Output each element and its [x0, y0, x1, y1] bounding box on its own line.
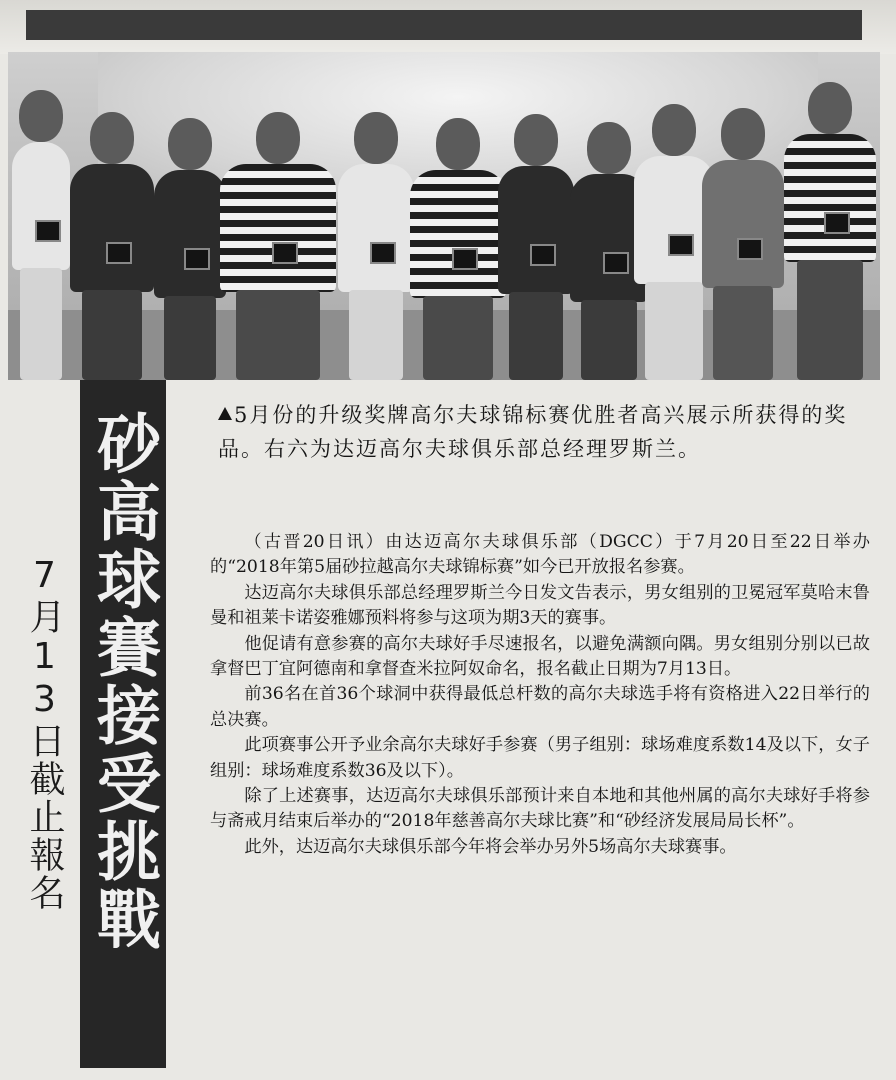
- trophy-icon: [737, 238, 763, 260]
- person-figure: [498, 114, 574, 380]
- article-paragraph: 他促请有意参赛的高尔夫球好手尽速报名，以避免满额向隅。男女组别分别以已故拿督巴丁宜阿德南和拿督查米拉阿奴命名，报名截止日期为7月13日。: [210, 633, 870, 680]
- person-figure: [338, 112, 414, 380]
- article-paragraph: 前36名在首36个球洞中获得最低总杆数的高尔夫球选手将有资格进入22日举行的总决赛。: [210, 684, 870, 730]
- trophy-icon: [530, 244, 556, 266]
- article-paragraph: 达迈高尔夫球俱乐部总经理罗斯兰今日发文告表示，男女组别的卫冕冠军莫哈末鲁曼和祖莱卡诺姿雅娜预料将参与这项为期3天的赛事。: [210, 582, 870, 629]
- person-figure: [12, 90, 70, 380]
- person-figure: [702, 108, 784, 380]
- trophy-icon: [668, 234, 694, 256]
- trophy-icon: [603, 252, 629, 274]
- person-figure: [784, 82, 876, 380]
- trophy-icon: [824, 212, 850, 234]
- headline-title: 砂高球賽接受挑戰: [86, 410, 160, 954]
- trophy-icon: [35, 220, 61, 242]
- trophy-icon: [184, 248, 210, 270]
- trophy-icon: [272, 242, 298, 264]
- trophy-icon: [370, 242, 396, 264]
- arrow-up-icon: [218, 407, 232, 420]
- article-paragraph: 此项赛事公开予业余高尔夫球好手参赛（男子组别：球场难度系数14及以下，女子组别：球场难度系数36及以下）。: [210, 735, 870, 781]
- article-paragraph: （古晋20日讯）由达迈高尔夫球俱乐部（DGCC）于7月20日至22日举办的“2018年第5届砂拉越高尔夫球锦标赛”如今已开放报名参赛。: [210, 532, 870, 578]
- headline-column: [80, 380, 166, 1068]
- person-figure: [70, 112, 154, 380]
- person-figure: [410, 118, 506, 380]
- header-rule: [26, 10, 862, 40]
- person-figure: [154, 118, 226, 380]
- caption-text: 5月份的升级奖牌高尔夫球锦标赛优胜者高兴展示所获得的奖品。右六为达迈高尔夫球俱乐部总经理罗斯兰。: [218, 403, 848, 461]
- article-body: [210, 530, 870, 860]
- trophy-icon: [452, 248, 478, 270]
- trophy-icon: [106, 242, 132, 264]
- person-figure: [220, 112, 336, 380]
- article-paragraph: 除了上述赛事，达迈高尔夫球俱乐部预计来自本地和其他州属的高尔夫球好手将参与斋戒月结束后举办的“2018年慈善高尔夫球比赛”和“砂经济发展局局长杯”。: [210, 786, 870, 832]
- article-paragraph: 此外，达迈高尔夫球俱乐部今年将会举办另外5场高尔夫球赛事。: [244, 836, 737, 857]
- photo-caption: [218, 398, 868, 466]
- headline-subtitle: 7月13日截止報名: [24, 555, 65, 912]
- news-photo: [8, 52, 880, 380]
